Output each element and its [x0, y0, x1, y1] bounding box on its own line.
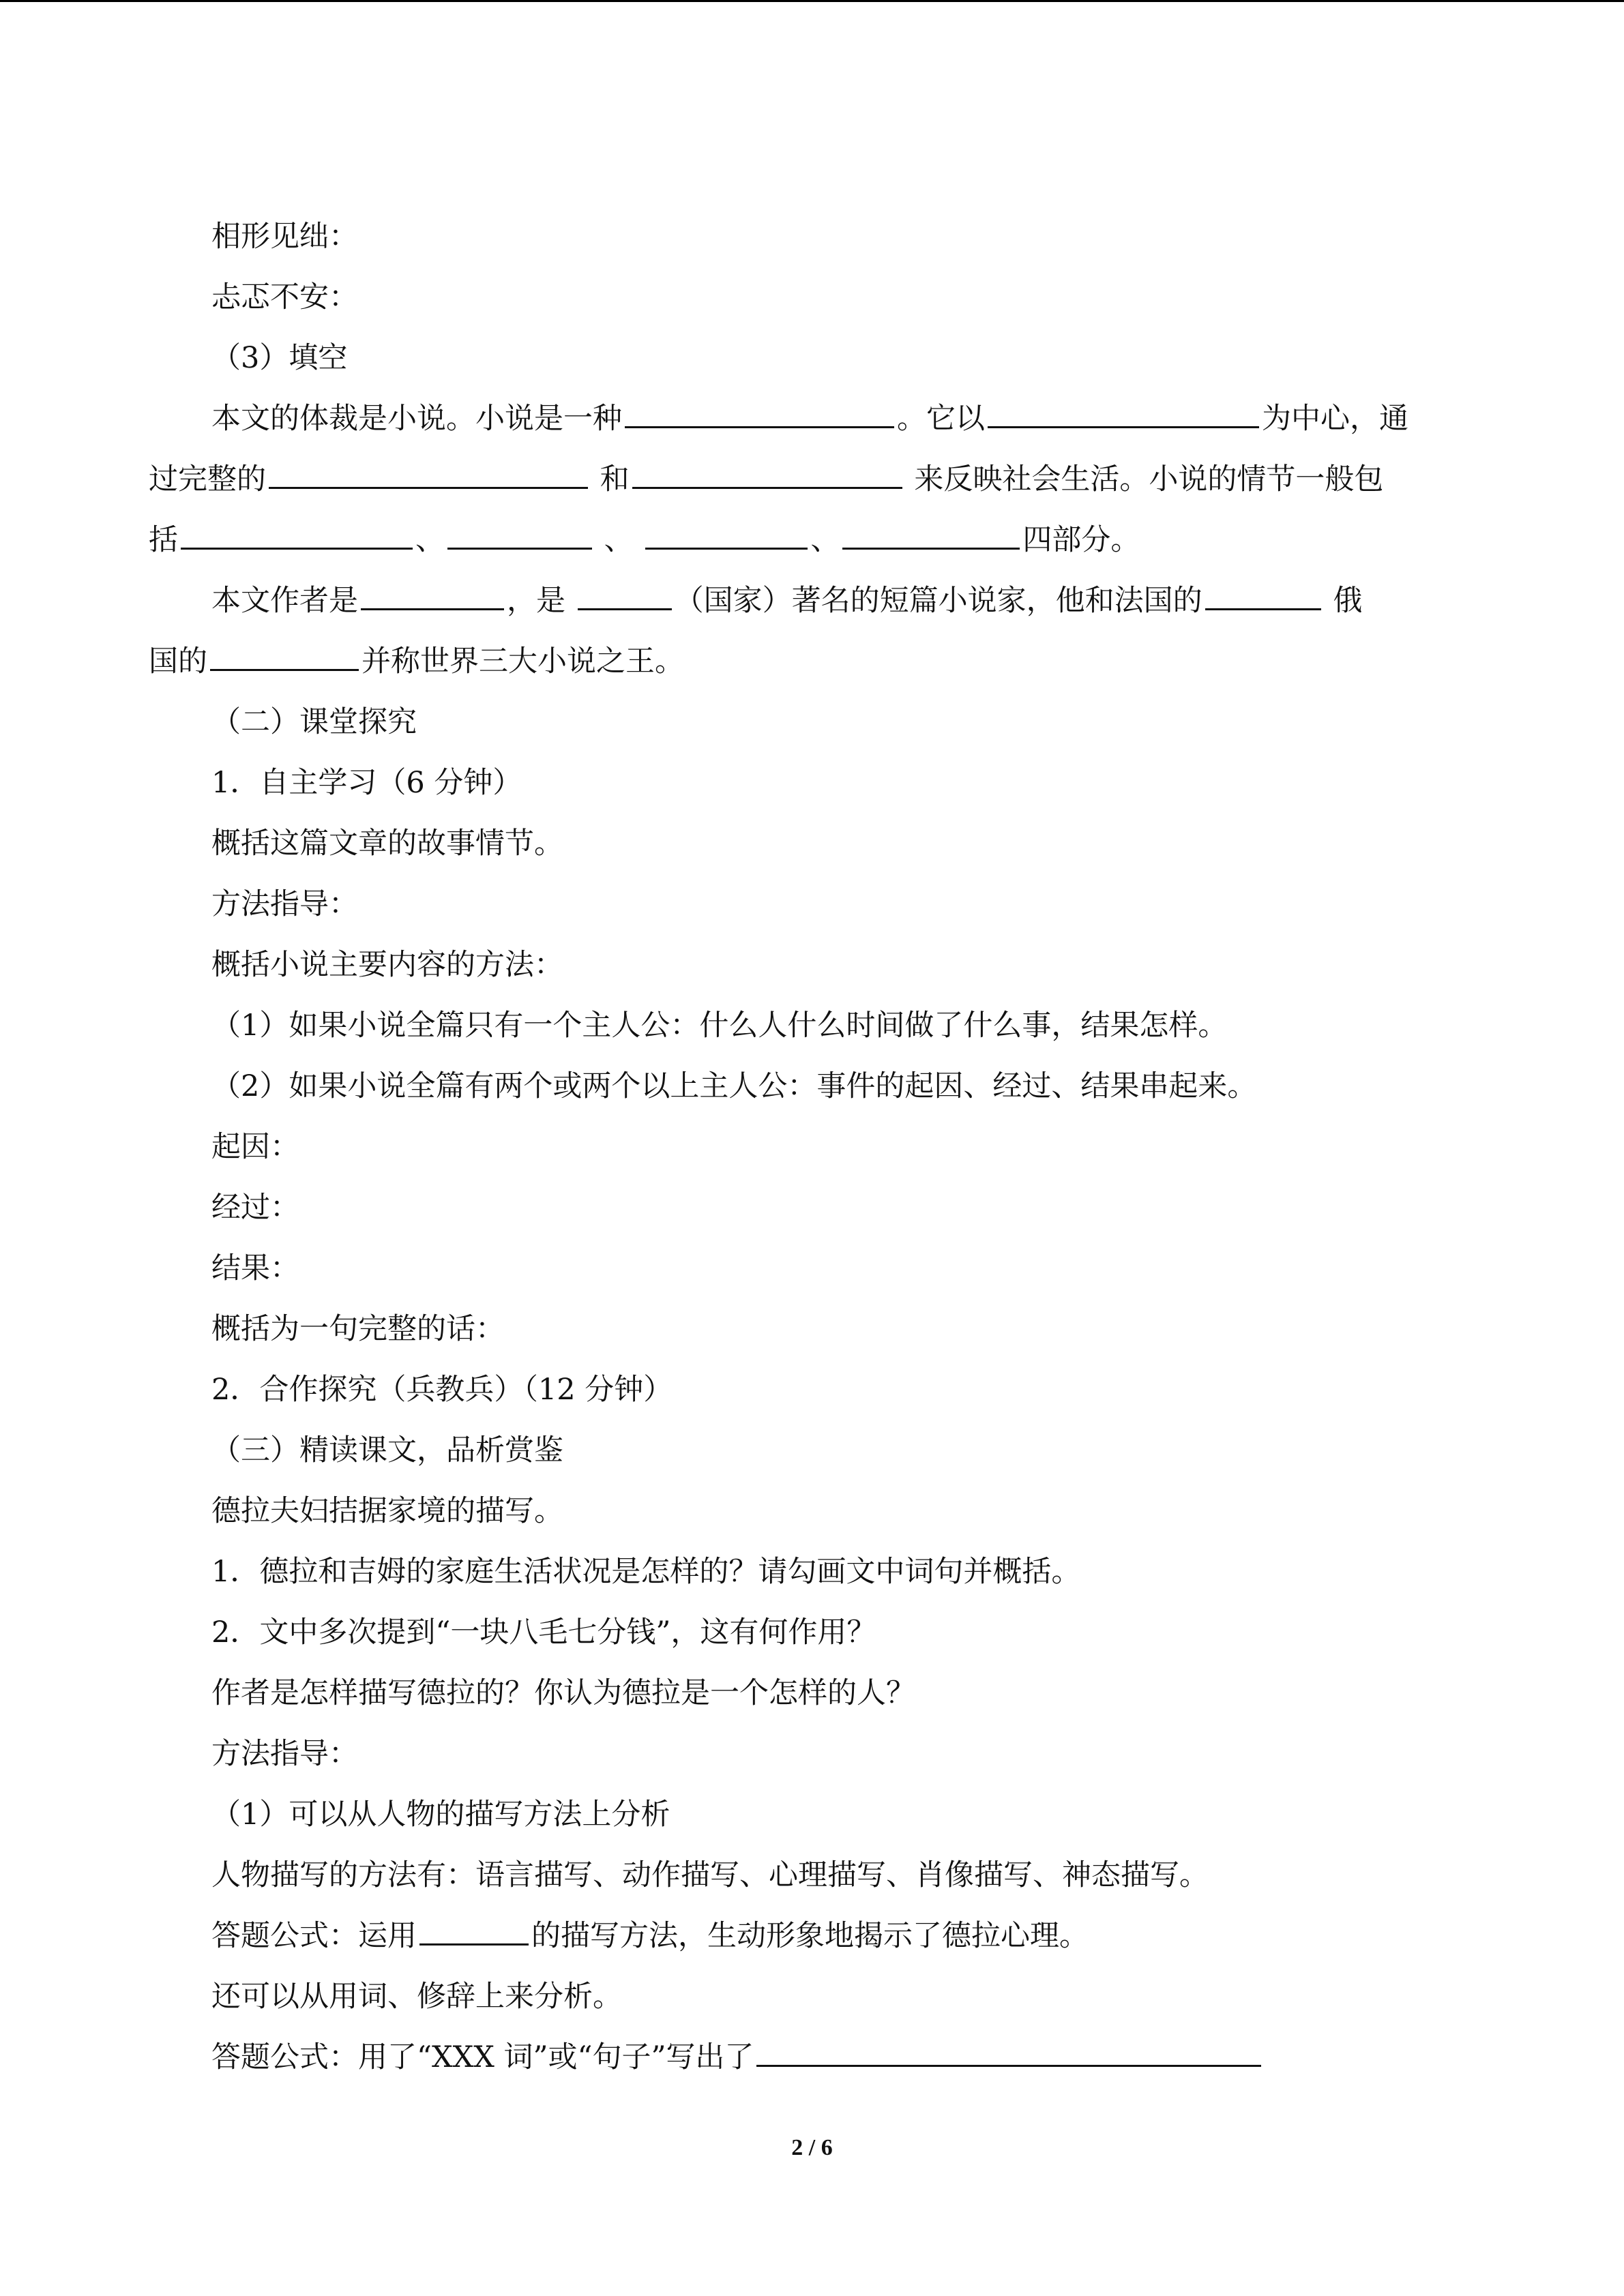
task-line — [149, 814, 1475, 874]
blank-field[interactable] — [361, 573, 504, 610]
text: 方法指导： — [211, 887, 358, 921]
answer-label-cause — [149, 1117, 1475, 1178]
blank-field[interactable] — [210, 633, 359, 671]
text: 相形见绌： — [211, 220, 358, 254]
document-body — [149, 207, 1475, 2088]
blank-field[interactable] — [632, 451, 902, 489]
blank-field[interactable] — [1205, 573, 1321, 610]
method-guide-label — [149, 1724, 1475, 1785]
text: 人物描写的方法有：语言描写、动作描写、心理描写、肖像描写、神态描写。 — [211, 1858, 1209, 1892]
text: ，是 — [507, 584, 565, 618]
text: 、 — [604, 523, 634, 557]
text: 1．自主学习（6 分钟） — [211, 766, 522, 800]
text: 方法指导： — [211, 1737, 358, 1771]
text: （三）精读课文，品析赏鉴 — [211, 1433, 563, 1467]
vocab-line-tantebuan — [149, 267, 1475, 328]
blank-field[interactable] — [181, 512, 413, 550]
text: 的描写方法，生动形象地揭示了德拉心理。 — [531, 1919, 1089, 1953]
text: 为中心，通 — [1262, 402, 1408, 436]
text: （国家）著名的短篇小说家，他和法国的 — [674, 584, 1202, 618]
blank-field[interactable] — [578, 573, 672, 610]
text: 概括小说主要内容的方法： — [211, 948, 563, 982]
text: 俄 — [1333, 584, 1363, 618]
answer-label-result — [149, 1238, 1475, 1299]
text: 结果： — [211, 1251, 299, 1285]
text: 、 — [810, 523, 840, 557]
text: （1）如果小说全篇只有一个主人公：什么人什么时间做了什么事，结果怎样。 — [211, 1009, 1228, 1043]
text: 答题公式：运用 — [211, 1919, 417, 1953]
blank-field[interactable] — [269, 451, 588, 489]
text: 答题公式：用了“XXX 词”或“句子”写出了 — [211, 2040, 754, 2074]
text: 概括为一句完整的话： — [211, 1312, 505, 1346]
answer-label-process — [149, 1178, 1475, 1238]
text: 本文作者是 — [211, 584, 358, 618]
fill-line-author — [149, 571, 1475, 631]
text: 起因： — [211, 1130, 299, 1164]
blank-field[interactable] — [419, 1908, 529, 1945]
subsection-self-study — [149, 753, 1475, 814]
text: （3）填空 — [211, 341, 348, 375]
vocab-line-xiangxingjianchu — [149, 207, 1475, 267]
answer-formula-line — [149, 1906, 1475, 1967]
blank-field[interactable] — [645, 512, 808, 550]
text: 括 — [149, 523, 178, 557]
text: 2．文中多次提到“一块八毛七分钱”，这有何作用？ — [211, 1615, 876, 1650]
fill-line-plot-parts — [149, 510, 1475, 571]
text: 作者是怎样描写德拉的？你认为德拉是一个怎样的人？ — [211, 1676, 915, 1710]
text: （2）如果小说全篇有两个或两个以上主人公：事件的起因、经过、结果串起来。 — [211, 1069, 1257, 1103]
blank-field[interactable] — [842, 512, 1020, 550]
text-line — [149, 935, 1475, 996]
text-line — [149, 1481, 1475, 1542]
text: 四部分。 — [1022, 523, 1140, 557]
text-line — [149, 1967, 1475, 2027]
text: 还可以从用词、修辞上来分析。 — [211, 1980, 622, 2014]
section-heading-fill — [149, 328, 1475, 389]
section-heading-close-reading — [149, 1420, 1475, 1481]
text: 并称世界三大小说之王。 — [361, 644, 684, 679]
answer-label-summary — [149, 1299, 1475, 1360]
answer-formula-line — [149, 2027, 1475, 2088]
blank-field[interactable] — [756, 2029, 1261, 2067]
fill-line-authors-compare — [149, 631, 1475, 692]
fill-line-plot — [149, 449, 1475, 510]
text: （二）课堂探究 — [211, 705, 417, 739]
text: 2．合作探究（兵教兵）（12 分钟） — [211, 1373, 673, 1407]
text-line — [149, 1056, 1475, 1117]
text-line — [149, 1845, 1475, 1906]
page-number: 2 / 6 — [791, 2135, 833, 2160]
text: 来反映社会生活。小说的情节一般包 — [914, 462, 1384, 496]
question-line — [149, 1542, 1475, 1602]
text: 概括这篇文章的故事情节。 — [211, 826, 563, 861]
text: 经过： — [211, 1191, 299, 1225]
text: 本文的体裁是小说。小说是一种 — [211, 402, 622, 436]
blank-field[interactable] — [447, 512, 592, 550]
blank-field[interactable] — [988, 391, 1259, 428]
subsection-cooperative — [149, 1360, 1475, 1420]
text: 、 — [415, 523, 445, 557]
method-guide-label — [149, 874, 1475, 935]
text: （1）可以从人物的描写方法上分析 — [211, 1798, 670, 1832]
text: 和 — [600, 462, 630, 496]
text: 1．德拉和吉姆的家庭生活状况是怎样的？请勾画文中词句并概括。 — [211, 1555, 1081, 1589]
text: 国的 — [149, 644, 207, 679]
question-line — [149, 1602, 1475, 1663]
text: 过完整的 — [149, 462, 266, 496]
text: 忐忑不安： — [211, 280, 358, 314]
section-heading-explore — [149, 692, 1475, 753]
fill-line-genre — [149, 389, 1475, 449]
text: 德拉夫妇拮据家境的描写。 — [211, 1494, 563, 1528]
blank-field[interactable] — [625, 391, 894, 428]
text-line — [149, 996, 1475, 1056]
text: 。它以 — [897, 402, 985, 436]
question-line — [149, 1663, 1475, 1724]
text-line — [149, 1785, 1475, 1845]
